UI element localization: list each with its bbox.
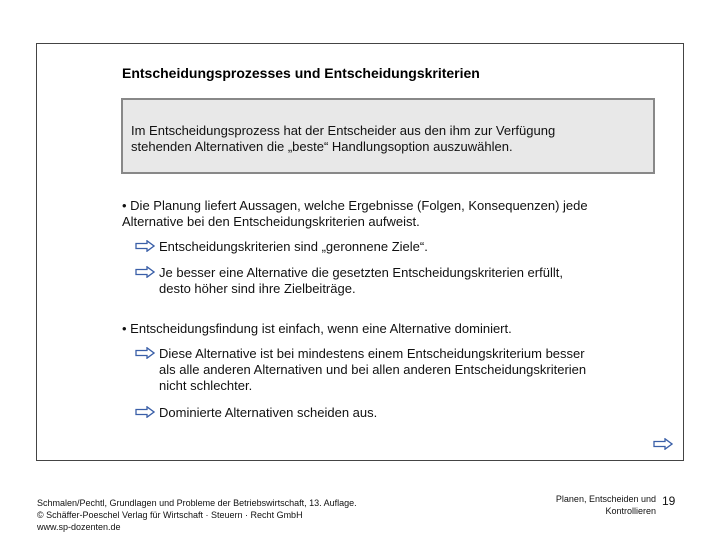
definition-line-2: stehenden Alternativen die „beste“ Handlungsoption auszuwählen. bbox=[131, 139, 513, 154]
footer-source-line-3: www.sp-dozenten.de bbox=[37, 522, 121, 532]
footer-chapter-line-2: Kontrollieren bbox=[605, 506, 656, 516]
bullet-planning bbox=[122, 198, 642, 230]
footer-source bbox=[37, 497, 357, 533]
slide-title: Entscheidungsprozesses und Entscheidungskriterien bbox=[122, 65, 480, 81]
footer-chapter-line-1: Planen, Entscheiden und bbox=[555, 494, 656, 504]
footer-source-line-2: © Schäffer-Poeschel Verlag für Wirtschaft · Steuern · Recht GmbH bbox=[37, 510, 303, 520]
arrow-right-icon bbox=[135, 406, 155, 418]
arrow-right-icon bbox=[135, 266, 155, 278]
definition-line-1: Im Entscheidungsprozess hat der Entscheider aus den ihm zur Verfügung bbox=[131, 123, 556, 138]
sub-item-criteria-text: Entscheidungskriterien sind „geronnene Ziele“. bbox=[159, 239, 428, 254]
footer-source-line-1: Schmalen/Pechtl, Grundlagen und Probleme der Betriebswirtschaft, 13. Auflage. bbox=[37, 498, 357, 508]
bullet-decision-line: • Entscheidungsfindung ist einfach, wenn eine Alternative dominiert. bbox=[122, 321, 512, 336]
arrow-right-icon bbox=[135, 240, 155, 252]
sub-item-dominant-line-1: Diese Alternative ist bei mindestens einem Entscheidungskriterium besser bbox=[159, 346, 585, 361]
arrow-right-icon bbox=[135, 347, 155, 359]
sub-item-dominant-line-2: als alle anderen Alternativen und bei allen anderen Entscheidungskriterien bbox=[159, 362, 587, 377]
bullet-planning-line-1: • Die Planung liefert Aussagen, welche Ergebnisse (Folgen, Konsequenzen) jede bbox=[122, 198, 588, 213]
sub-item-better-alternative-line-2: desto höher sind ihre Zielbeiträge. bbox=[159, 281, 356, 296]
bullet-decision bbox=[122, 321, 642, 337]
sub-item-better-alternative-text bbox=[159, 265, 639, 297]
next-slide-arrow-icon[interactable] bbox=[653, 437, 673, 455]
sub-item-better-alternative-line-1: Je besser eine Alternative die gesetzten Entscheidungskriterien erfüllt, bbox=[159, 265, 563, 280]
bullet-planning-line-2: Alternative bei den Entscheidungskriterien aufweist. bbox=[122, 214, 420, 229]
sub-item-dominated-text: Dominierte Alternativen scheiden aus. bbox=[159, 405, 378, 420]
sub-item-dominant-text bbox=[159, 346, 639, 394]
definition-box bbox=[121, 98, 655, 174]
sub-item-dominant-line-3: nicht schlechter. bbox=[159, 378, 253, 393]
page-number: 19 bbox=[662, 494, 676, 508]
footer-chapter bbox=[530, 493, 656, 517]
